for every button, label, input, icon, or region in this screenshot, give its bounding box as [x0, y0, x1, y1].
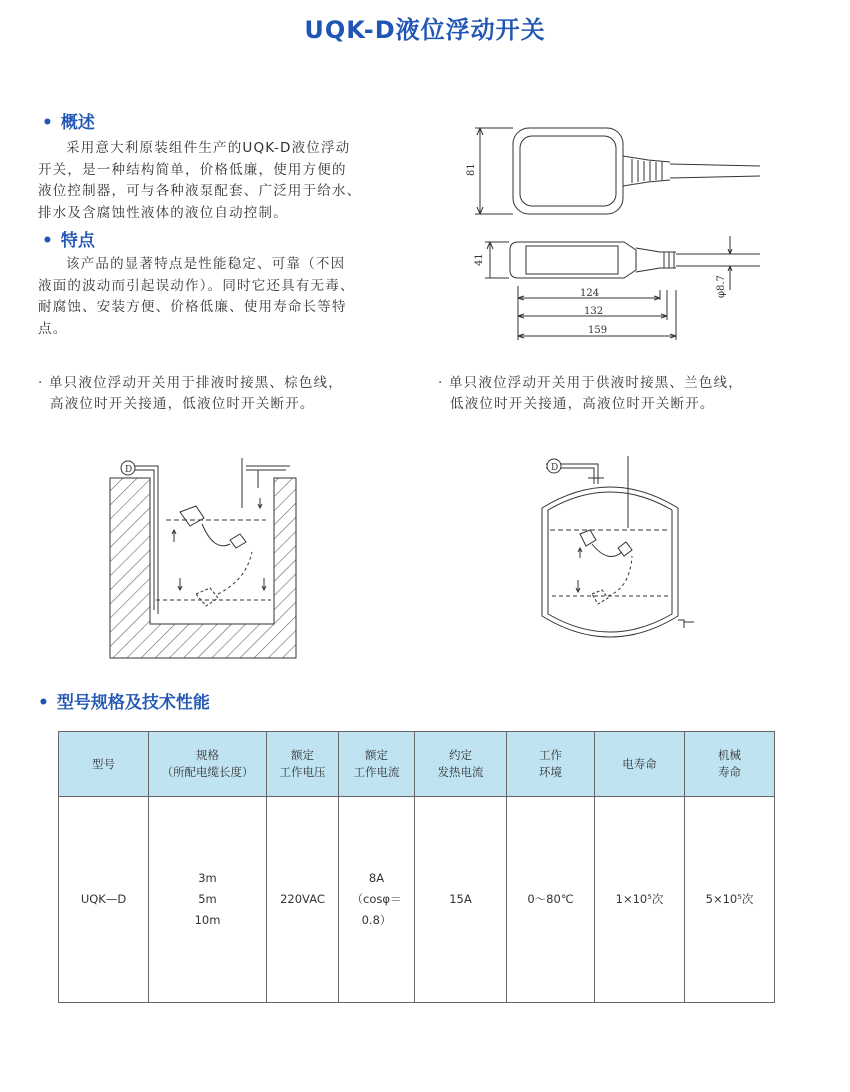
- cell-cable-lengths: 3m 5m 10m: [149, 797, 267, 1003]
- dim-cable-label: φ8.7: [716, 275, 727, 298]
- dim-len2-label: 132: [584, 306, 604, 317]
- cable-side: [676, 254, 760, 266]
- cell-current: 8A （cosφ＝ 0.8）: [339, 797, 415, 1003]
- float-high: [180, 506, 204, 526]
- col-header-model: 型号: [59, 732, 149, 797]
- bullet-icon: •: [42, 113, 53, 133]
- overview-heading: [42, 108, 95, 133]
- specs-heading: [38, 688, 210, 713]
- cell-electrical-life: 1×10⁵次: [595, 797, 685, 1003]
- supply-note: [438, 373, 743, 415]
- overview-text: [38, 138, 398, 224]
- page-title: UQK-D液位浮动开关: [304, 16, 546, 44]
- drain-note-line: 高液位时开关接通，低液位时开关断开。: [50, 396, 315, 412]
- pit-wall: [110, 478, 296, 658]
- col-header-mech-life: 机械 寿命: [685, 732, 775, 797]
- cable-line: [670, 164, 760, 178]
- overview-line: 开关，是一种结构简单，价格低廉，使用方便的: [38, 161, 347, 178]
- col-header-env: 工作 环境: [507, 732, 595, 797]
- specs-heading-text: 型号规格及技术性能: [56, 693, 210, 713]
- cell-model: UQK—D: [59, 797, 149, 1003]
- specs-table: [58, 731, 775, 1003]
- overview-line: 排水及含腐蚀性液体的液位自动控制。: [38, 204, 288, 221]
- col-header-voltage: 额定 工作电压: [267, 732, 339, 797]
- float-top-inner: [520, 136, 616, 206]
- overview-heading-text: 概述: [60, 113, 95, 133]
- cell-environment: 0～80℃: [507, 797, 595, 1003]
- col-header-spec: 规格 （所配电缆长度）: [149, 732, 267, 797]
- dim-height-label: 81: [466, 163, 477, 176]
- pump-label: D: [125, 465, 133, 475]
- features-heading-text: 特点: [60, 231, 95, 251]
- dim-len3-label: 159: [588, 325, 608, 336]
- float-low: [592, 590, 608, 604]
- features-line: 点。: [38, 320, 68, 337]
- col-header-thermal: 约定 发热电流: [415, 732, 507, 797]
- float-high: [580, 530, 596, 546]
- cell-thermal-current: 15A: [415, 797, 507, 1003]
- tank-outline: [542, 487, 678, 637]
- col-header-elec-life: 电寿命: [595, 732, 685, 797]
- table-row: [59, 797, 775, 1003]
- supply-note-line: 低液位时开关接通，高液位时开关断开。: [450, 396, 715, 412]
- bullet-icon: •: [38, 693, 49, 713]
- cell-mechanical-life: 5×10⁵次: [685, 797, 775, 1003]
- dim-len1-label: 124: [580, 288, 600, 299]
- overview-line: 液位控制器，可与各种液泵配套、广泛用于给水、: [38, 183, 362, 199]
- col-header-current: 额定 工作电流: [339, 732, 415, 797]
- cable-sleeve: [623, 156, 670, 186]
- features-line: 该产品的显著特点是性能稳定、可靠（不因: [66, 256, 346, 272]
- supply-diagram: [520, 448, 700, 658]
- drain-note-line: · 单只液位浮动开关用于排液时接黑、棕色线，: [38, 375, 343, 391]
- dimension-drawing: [460, 118, 780, 358]
- drain-diagram: [96, 448, 336, 668]
- float-low: [196, 588, 218, 606]
- features-line: 液面的波动而引起误动作）。同时它还具有无毒、: [38, 277, 355, 294]
- pump-label: D: [551, 463, 559, 473]
- cable-curve: [202, 524, 230, 546]
- features-line: 耐腐蚀、安装方便、价格低廉、使用寿命长等特: [38, 299, 347, 315]
- dim-thickness-label: 41: [474, 253, 485, 266]
- drain-note: [38, 373, 343, 415]
- features-heading: [42, 226, 95, 251]
- features-text: [38, 254, 398, 340]
- cell-voltage: 220VAC: [267, 797, 339, 1003]
- supply-note-line: · 单只液位浮动开关用于供液时接黑、兰色线，: [438, 375, 743, 391]
- overview-line: 采用意大利原装组件生产的UQK-D液位浮动: [66, 140, 351, 156]
- table-header-row: [59, 732, 775, 797]
- float-side-outline: [510, 242, 636, 278]
- bullet-icon: •: [42, 231, 53, 251]
- float-top-outline: [513, 128, 623, 214]
